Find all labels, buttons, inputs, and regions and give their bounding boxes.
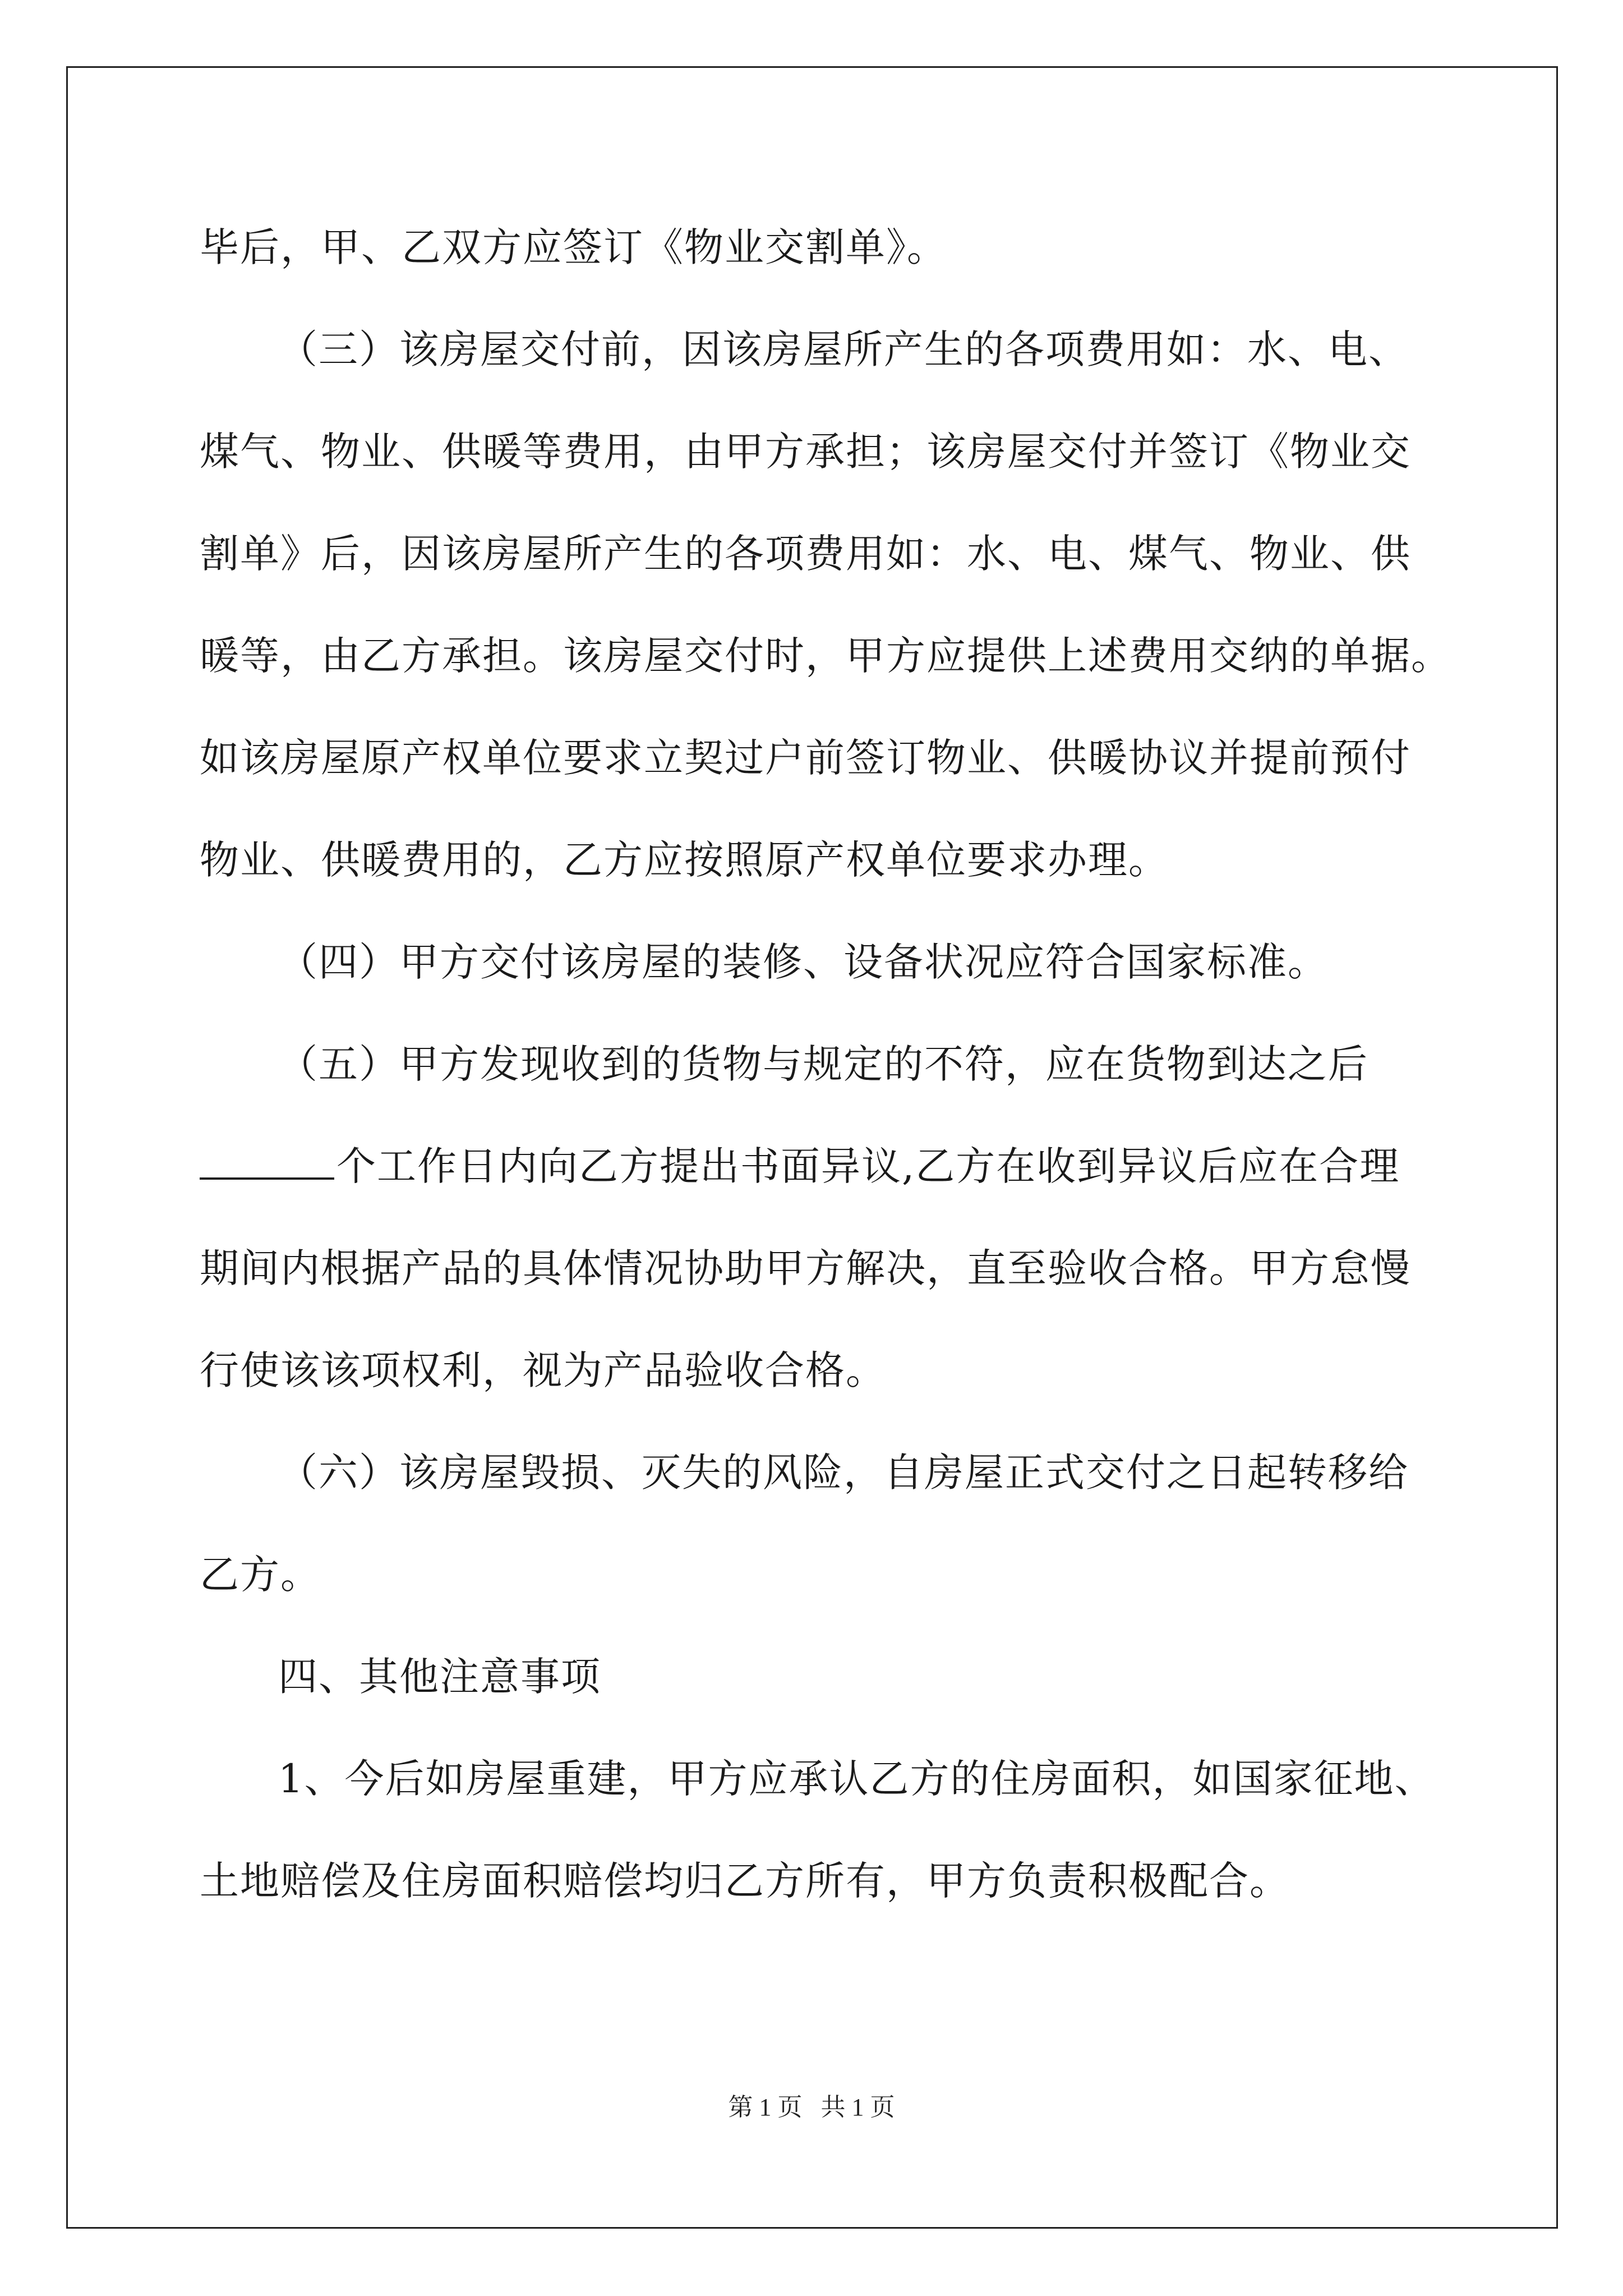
section-heading: 四、其他注意事项 [278,1654,601,1700]
fill-in-blank [200,1144,334,1180]
text-line: （四）甲方交付该房屋的装修、设备状况应符合国家标准。 [278,939,1328,985]
text-line: 暖等，由乙方承担。该房屋交付时，甲方应提供上述费用交纳的单据。 [200,633,1451,679]
text-line: 个工作日内向乙方提出书面异议,乙方在收到异议后应在合理 [336,1143,1400,1189]
text-line: 毕后，甲、乙双方应签订《物业交割单》。 [200,224,947,270]
text-line: （六）该房屋毁损、灭失的风险，自房屋正式交付之日起转移给 [278,1450,1409,1496]
text-line: 割单》后，因该房屋所产生的各项费用如：水、电、煤气、物业、供 [200,531,1411,577]
text-line: 如该房屋原产权单位要求立契过户前签订物业、供暖协议并提前预付 [200,735,1411,781]
page-footer: 第 1 页 共 1 页 [728,2093,895,2121]
document-body [200,196,1451,1932]
text-line: 行使该该项权利，视为产品验收合格。 [200,1347,886,1393]
text-line: 期间内根据产品的具体情况协助甲方解决，直至验收合格。甲方怠慢 [200,1245,1411,1291]
text-line: 煤气、物业、供暖等费用，由甲方承担；该房屋交付并签订《物业交 [200,429,1411,475]
text-line: （五）甲方发现收到的货物与规定的不符，应在货物到达之后 [278,1041,1368,1087]
text-line: 1、今后如房屋重建，甲方应承认乙方的住房面积，如国家征地、 [278,1756,1435,1802]
text-line: 土地赔偿及住房面积赔偿均归乙方所有，甲方负责积极配合。 [200,1858,1290,1904]
text-line: 乙方。 [200,1552,321,1598]
text-line-with-blank [200,1115,1433,1217]
text-line: （三）该房屋交付前，因该房屋所产生的各项费用如：水、电、 [278,326,1409,372]
text-line: 物业、供暖费用的，乙方应按照原产权单位要求办理。 [200,837,1169,883]
